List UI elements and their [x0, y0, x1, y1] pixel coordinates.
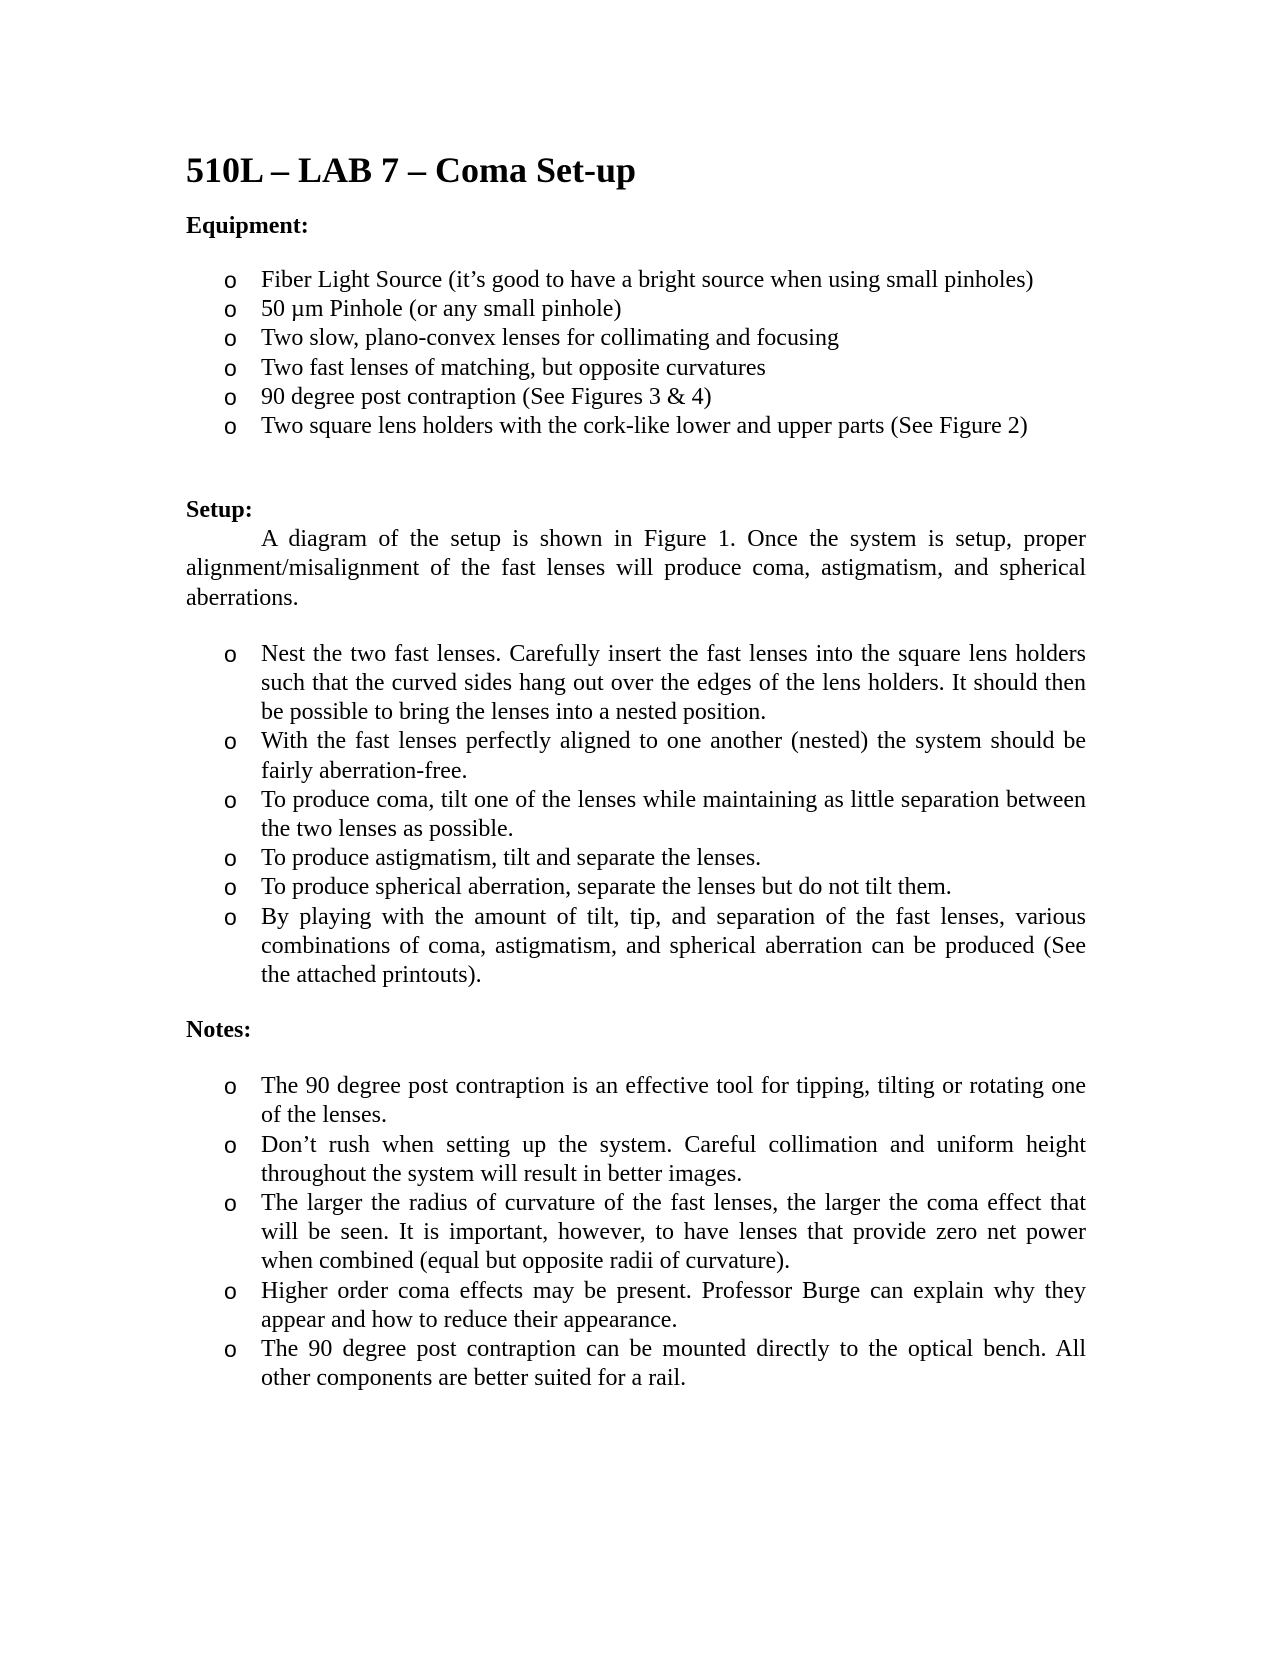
list-item-text: Don’t rush when setting up the system. Careful collimation and uniform height throughout the system will result in better images.: [261, 1131, 1086, 1187]
list-item: [186, 1189, 1086, 1277]
list-item-text: With the fast lenses perfectly aligned to one another (nested) the system should be fairly aberration-free.: [261, 728, 1086, 784]
bullet-icon: o: [224, 354, 237, 381]
list-item-text: The 90 degree post contraption is an effective tool for tipping, tilting or rotating one of the lenses.: [261, 1073, 1086, 1129]
list-item: [186, 266, 1086, 295]
bullet-icon: o: [224, 1073, 237, 1100]
list-item: [186, 1072, 1086, 1130]
bullet-icon: o: [224, 845, 237, 872]
list-item: [186, 844, 1086, 873]
bullet-icon: o: [224, 413, 237, 440]
list-item: [186, 640, 1086, 728]
list-item: [186, 903, 1086, 991]
list-item-text: The larger the radius of curvature of the fast lenses, the larger the coma effect that will be seen. It is important, however, to have lenses that provide zero net power when combined (equal but opposite radii of curvature).: [261, 1190, 1086, 1275]
page-title: 510L – LAB 7 – Coma Set-up: [186, 150, 637, 190]
list-item-text: To produce coma, tilt one of the lenses while maintaining as little separation between the two lenses as possible.: [261, 786, 1086, 843]
setup-intro: A diagram of the setup is shown in Figure 1. Once the system is setup, proper alignment/misalignment of the fast lenses will produce coma, astigmatism, and spherical aberrations.: [186, 526, 1086, 611]
list-item: [186, 354, 1086, 383]
list-item-text: To produce spherical aberration, separate the lenses but do not tilt them.: [261, 874, 952, 901]
list-item-text: Two slow, plano-convex lenses for collimating and focusing: [261, 325, 839, 352]
bullet-icon: o: [224, 874, 237, 901]
setup-heading: Setup:: [186, 497, 253, 524]
bullet-icon: o: [224, 267, 237, 293]
equipment-section: [186, 212, 1086, 441]
list-item: [186, 295, 1086, 324]
list-item: [186, 727, 1086, 785]
bullet-icon: o: [224, 640, 237, 667]
list-item-text: 50 µm Pinhole (or any small pinhole): [261, 296, 622, 323]
notes-section: [186, 1016, 1086, 1393]
list-item-text: To produce astigmatism, tilt and separate the lenses.: [261, 845, 762, 872]
document-page: [186, 148, 1086, 1394]
bullet-icon: o: [224, 1336, 237, 1363]
list-item: [186, 1277, 1086, 1335]
list-item: [186, 324, 1086, 353]
setup-list: [186, 640, 1086, 990]
notes-list: [186, 1072, 1086, 1393]
setup-section: [186, 496, 1086, 990]
list-item: [186, 383, 1086, 412]
bullet-icon: o: [224, 1277, 237, 1304]
bullet-icon: o: [224, 1190, 237, 1217]
list-item-text: By playing with the amount of tilt, tip, and separation of the fast lenses, various combinations of coma, astigmatism, and spherical aberration can be produced (See the attached printouts).: [261, 903, 1086, 989]
list-item: [186, 1335, 1086, 1393]
bullet-icon: o: [224, 296, 237, 323]
list-item-text: Higher order coma effects may be present. Professor Burge can explain why they appear and how to reduce their appearance.: [261, 1277, 1086, 1333]
bullet-icon: o: [224, 1131, 237, 1158]
list-item: [186, 412, 1086, 441]
bullet-icon: o: [224, 903, 237, 930]
list-item-text: Nest the two fast lenses. Carefully insert the fast lenses into the square lens holders such that the curved sides hang out over the edges of the lens holders. It should then be possible to bring the lenses into a nested position.: [261, 640, 1086, 726]
bullet-icon: o: [224, 383, 237, 410]
list-item-text: The 90 degree post contraption can be mounted directly to the optical bench. All other components are better suited for a rail.: [261, 1336, 1086, 1392]
equipment-heading: Equipment:: [186, 213, 309, 239]
equipment-list: [186, 266, 1086, 441]
list-item-text: Two square lens holders with the cork-like lower and upper parts (See Figure 2): [261, 413, 1028, 440]
bullet-icon: o: [224, 786, 237, 813]
list-item-text: 90 degree post contraption (See Figures 3 & 4): [261, 383, 712, 410]
notes-heading: Notes:: [186, 1017, 252, 1044]
bullet-icon: o: [224, 325, 237, 352]
bullet-icon: o: [224, 728, 237, 755]
list-item-text: Fiber Light Source (it’s good to have a bright source when using small pinholes): [261, 267, 1034, 293]
list-item: [186, 873, 1086, 902]
list-item: [186, 786, 1086, 844]
list-item-text: Two fast lenses of matching, but opposite curvatures: [261, 354, 766, 381]
list-item: [186, 1131, 1086, 1189]
